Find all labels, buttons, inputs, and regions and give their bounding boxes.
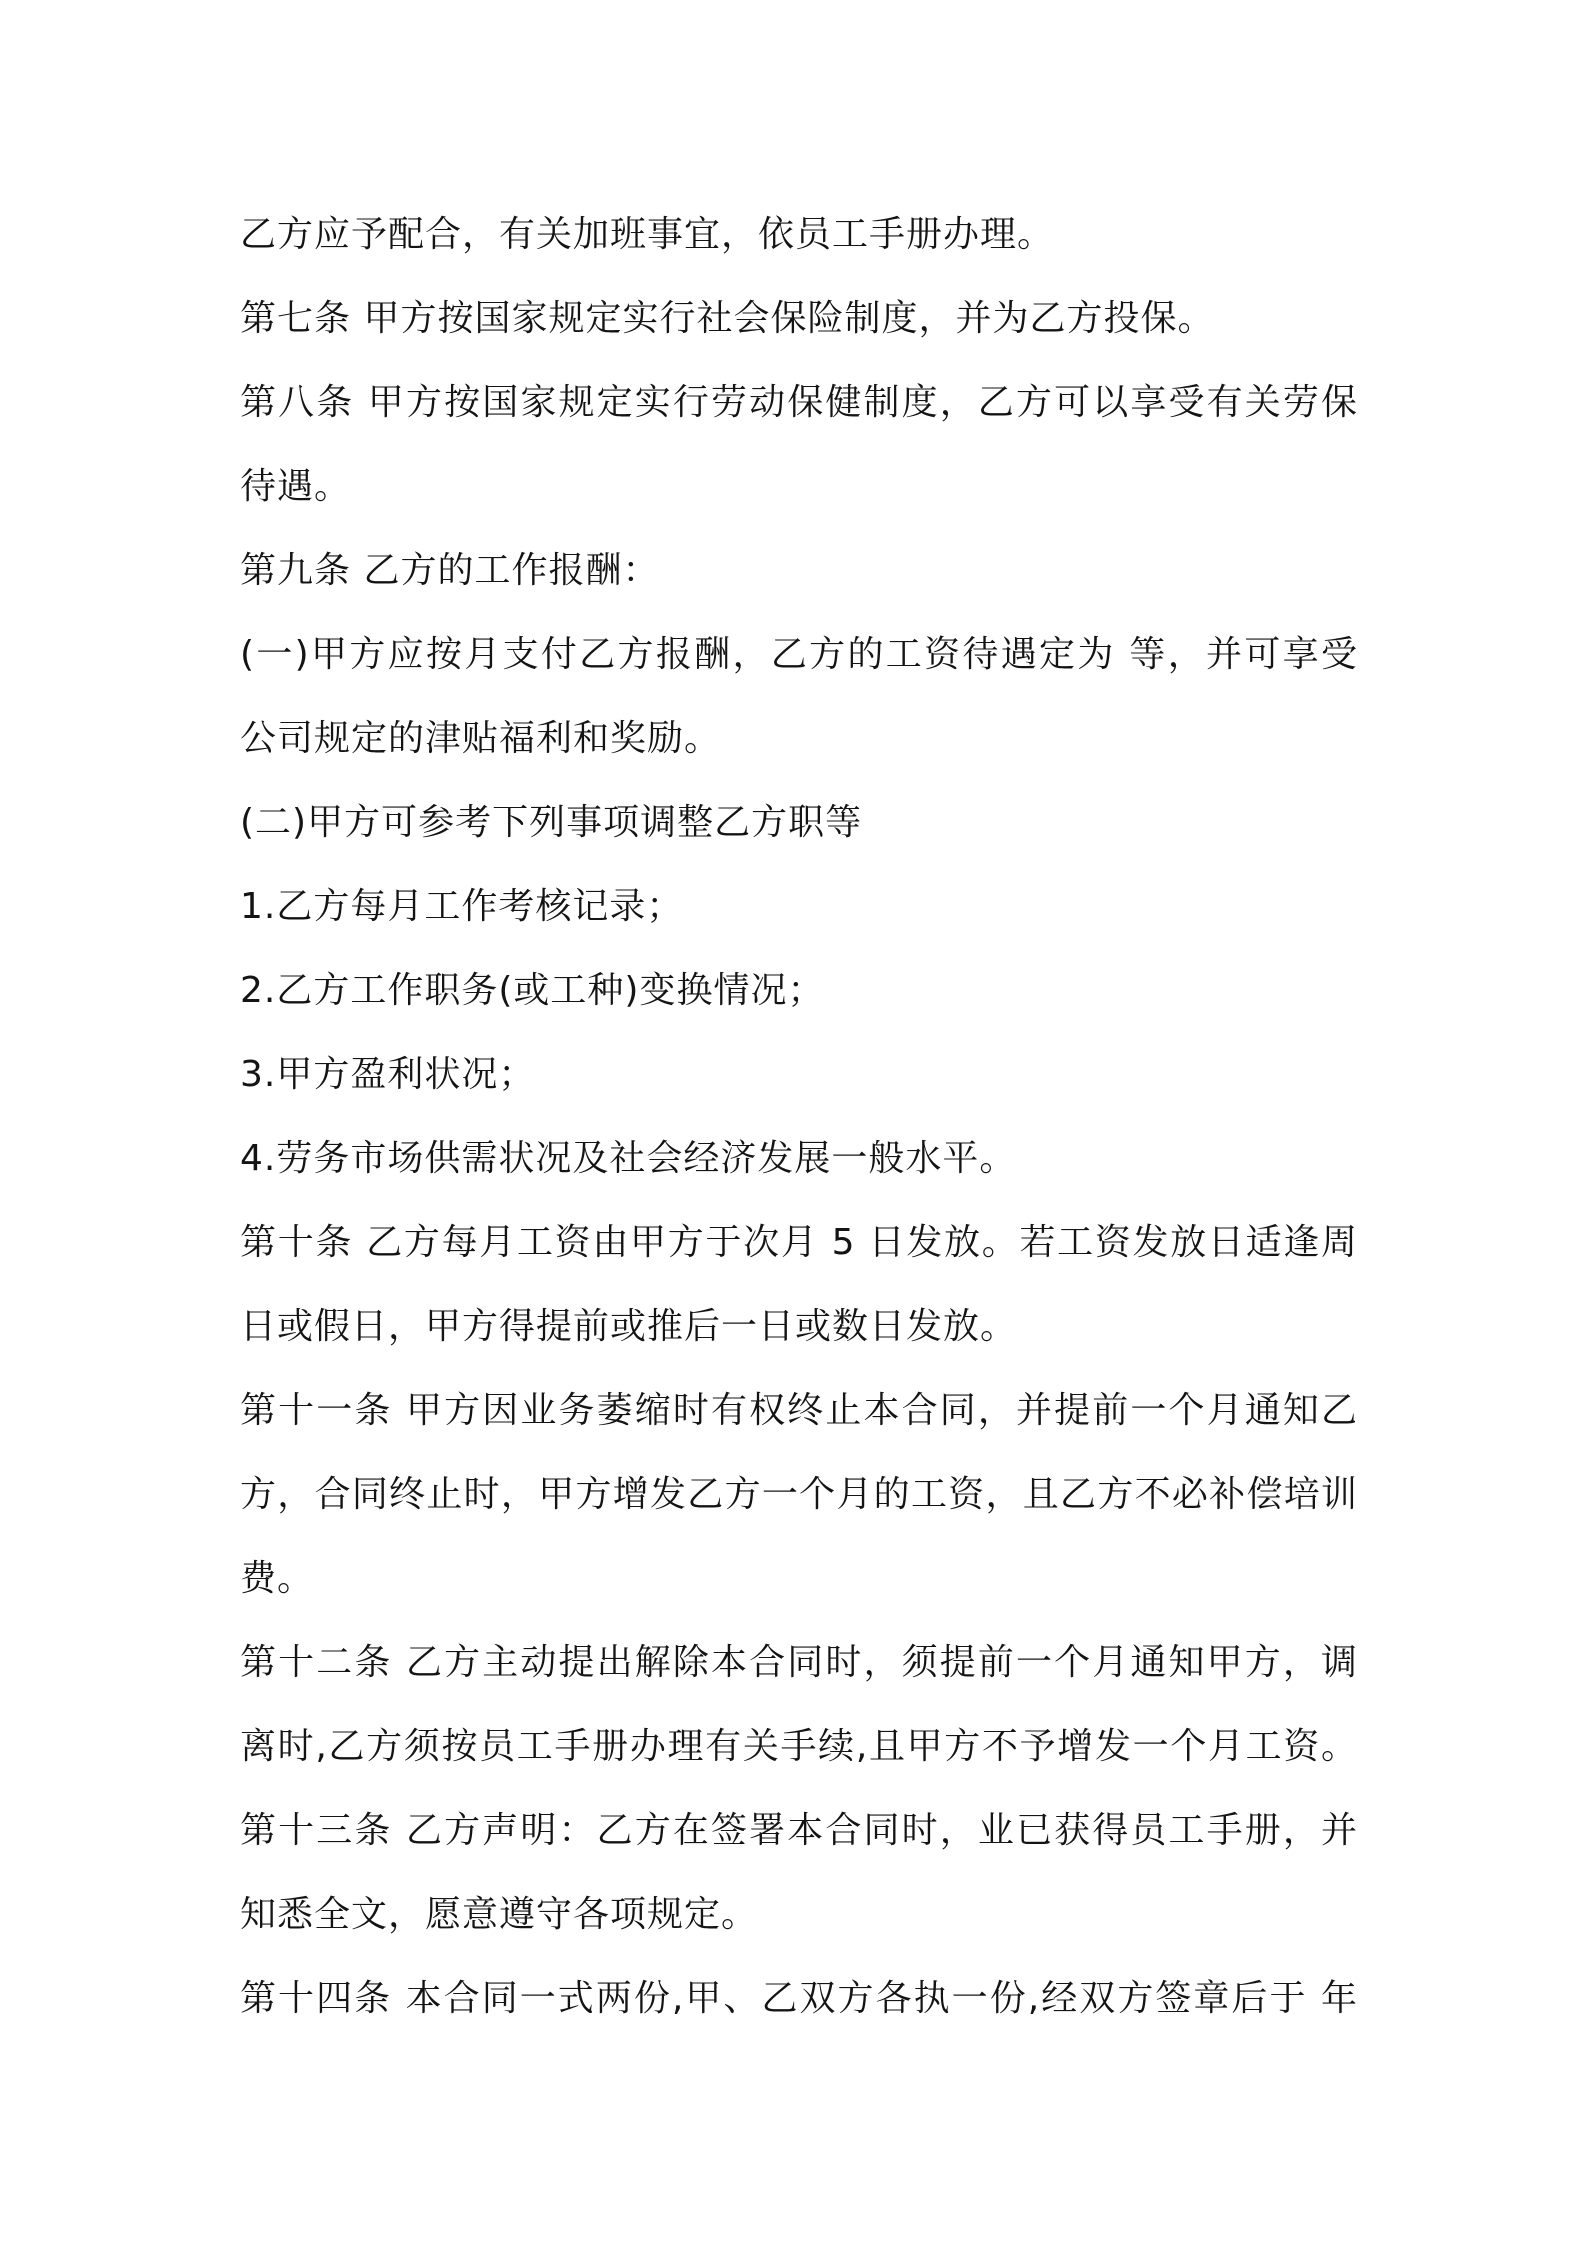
article-12-line-2: 离时,乙方须按员工手册办理有关手续,且甲方不予增发一个月工资。	[240, 1726, 1358, 1767]
article-10-line-1: 第十条 乙方每月工资由甲方于次月 5 日发放。若工资发放日适逢周	[240, 1222, 1358, 1263]
article-8-line-2: 待遇。	[240, 466, 352, 507]
article-7-line: 第七条 甲方按国家规定实行社会保险制度，并为乙方投保。	[240, 298, 1215, 339]
contract-text	[240, 193, 1358, 2041]
article-9-item-1-line-1: (一)甲方应按月支付乙方报酬，乙方的工资待遇定为 等，并可享受	[240, 634, 1358, 675]
list-item-4: 4.劳务市场供需状况及社会经济发展一般水平。	[240, 1138, 1017, 1179]
article-8-line-1: 第八条 甲方按国家规定实行劳动保健制度，乙方可以享受有关劳保	[240, 382, 1358, 423]
article-13-line-1: 第十三条 乙方声明：乙方在签署本合同时，业已获得员工手册，并	[240, 1810, 1358, 1851]
article-9-heading: 第九条 乙方的工作报酬：	[240, 550, 660, 591]
list-item-2: 2.乙方工作职务(或工种)变换情况；	[240, 970, 825, 1011]
article-13-line-2: 知悉全文，愿意遵守各项规定。	[240, 1894, 759, 1935]
article-9-item-2: (二)甲方可参考下列事项调整乙方职等	[240, 802, 863, 843]
article-11-line-3: 费。	[240, 1558, 315, 1599]
list-item-1: 1.乙方每月工作考核记录；	[240, 886, 684, 927]
article-11-line-1: 第十一条 甲方因业务萎缩时有权终止本合同，并提前一个月通知乙	[240, 1390, 1358, 1431]
list-item-3: 3.甲方盈利状况；	[240, 1054, 536, 1095]
article-10-line-2: 日或假日，甲方得提前或推后一日或数日发放。	[240, 1306, 1018, 1347]
article-14-line-1: 第十四条 本合同一式两份,甲、乙双方各执一份,经双方签章后于 年	[240, 1978, 1358, 2019]
text-line: 乙方应予配合，有关加班事宜，依员工手册办理。	[240, 214, 1055, 255]
article-12-line-1: 第十二条 乙方主动提出解除本合同时，须提前一个月通知甲方，调	[240, 1642, 1358, 1683]
article-9-item-1-line-2: 公司规定的津贴福利和奖励。	[240, 718, 722, 759]
article-11-line-2: 方，合同终止时，甲方增发乙方一个月的工资，且乙方不必补偿培训	[240, 1474, 1358, 1515]
